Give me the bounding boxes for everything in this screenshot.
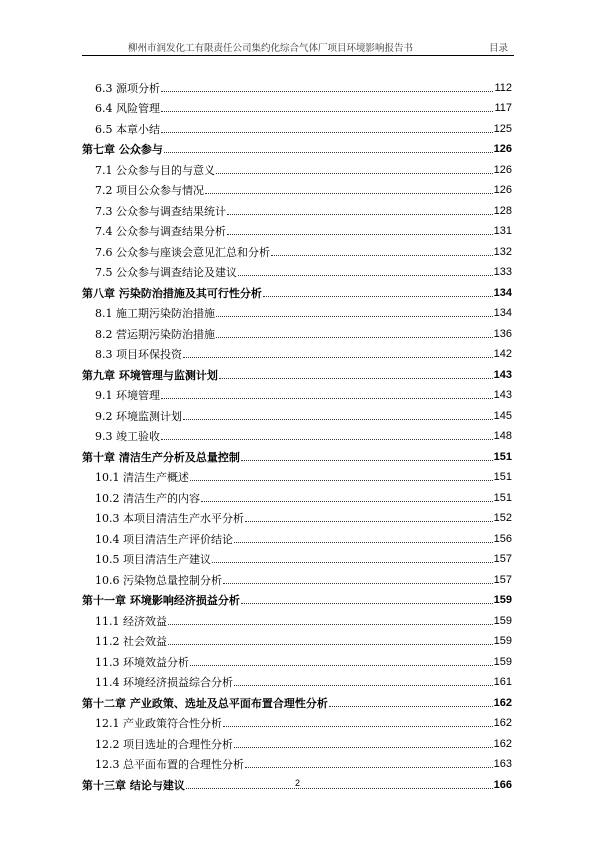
toc-section-entry[interactable] — [82, 505, 512, 526]
toc-leader-dots — [216, 316, 493, 317]
toc-section-entry[interactable] — [82, 402, 512, 423]
toc-entry-page: 148 — [493, 430, 512, 442]
toc-entry-label: 第十二章 产业政策、选址及总平面布置合理性分析 — [82, 696, 328, 710]
toc-leader-dots — [216, 173, 493, 174]
toc-section-entry[interactable] — [82, 238, 512, 259]
toc-entry-label: 第八章 污染防治措施及其可行性分析 — [82, 286, 262, 300]
toc-entry-label: 11.3 环境效益分析 — [95, 655, 189, 669]
toc-leader-dots — [183, 419, 493, 420]
toc-entry-label: 第十章 清洁生产分析及总量控制 — [82, 450, 240, 464]
toc-leader-dots — [201, 501, 493, 502]
toc-entry-page: 159 — [493, 614, 512, 627]
toc-chapter-entry[interactable] — [82, 361, 512, 382]
toc-leader-dots — [161, 439, 493, 440]
toc-section-entry[interactable] — [82, 423, 512, 444]
toc-chapter-entry[interactable] — [82, 689, 512, 710]
toc-leader-dots — [164, 152, 493, 153]
toc-entry-page: 133 — [493, 266, 512, 278]
toc-chapter-entry[interactable] — [82, 279, 512, 300]
page-header — [82, 40, 514, 56]
toc-section-entry[interactable] — [82, 177, 512, 198]
toc-entry-label: 12.3 总平面布置的合理性分析 — [95, 758, 244, 771]
toc-leader-dots — [168, 624, 493, 625]
toc-entry-page: 162 — [493, 717, 512, 729]
toc-section-entry[interactable] — [82, 74, 512, 95]
toc-leader-dots — [234, 747, 493, 748]
toc-section-entry[interactable] — [82, 341, 512, 362]
toc-section-entry[interactable] — [82, 648, 512, 669]
toc-entry-page: 126 — [493, 143, 512, 155]
toc-entry-page: 128 — [493, 204, 512, 217]
toc-entry-label: 10.3 本项目清洁生产水平分析 — [95, 512, 244, 525]
toc-entry-label: 10.5 项目清洁生产建议 — [95, 553, 211, 566]
toc-section-entry[interactable] — [82, 607, 512, 628]
toc-entry-page: 159 — [493, 655, 512, 668]
toc-entry-label: 9.1 环境管理 — [95, 389, 160, 402]
table-of-contents — [82, 74, 512, 792]
toc-entry-page: 166 — [493, 778, 512, 791]
toc-section-entry[interactable] — [82, 628, 512, 649]
toc-leader-dots — [183, 357, 493, 358]
toc-leader-dots — [216, 337, 493, 338]
toc-section-entry[interactable] — [82, 669, 512, 690]
toc-leader-dots — [161, 132, 493, 133]
toc-entry-label: 10.1 清洁生产概述 — [95, 471, 189, 484]
toc-entry-label: 11.1 经济效益 — [95, 614, 167, 628]
toc-leader-dots — [223, 726, 493, 727]
toc-entry-page: 151 — [493, 450, 512, 463]
toc-leader-dots — [219, 378, 493, 379]
toc-leader-dots — [234, 542, 493, 543]
toc-section-entry[interactable] — [82, 710, 512, 731]
toc-entry-page: 134 — [493, 286, 512, 299]
toc-section-entry[interactable] — [82, 464, 512, 485]
toc-entry-page: 117 — [494, 102, 512, 114]
toc-entry-label: 6.5 本章小结 — [95, 122, 160, 136]
toc-entry-page: 157 — [493, 573, 512, 586]
toc-leader-dots — [190, 665, 493, 666]
toc-entry-page: 152 — [493, 512, 512, 524]
toc-section-entry[interactable] — [82, 218, 512, 239]
toc-entry-label: 第七章 公众参与 — [82, 143, 163, 156]
toc-entry-page: 145 — [493, 409, 512, 422]
toc-entry-label: 10.6 污染物总量控制分析 — [95, 573, 222, 587]
toc-leader-dots — [245, 521, 493, 522]
toc-chapter-entry[interactable] — [82, 136, 512, 157]
toc-chapter-entry[interactable] — [82, 587, 512, 608]
toc-leader-dots — [205, 193, 493, 194]
toc-entry-page: 142 — [493, 348, 512, 360]
toc-leader-dots — [234, 685, 493, 686]
toc-entry-label: 10.4 项目清洁生产评价结论 — [95, 532, 233, 546]
toc-leader-dots — [241, 603, 493, 604]
document-title: 柳州市润发化工有限责任公司集约化综合气体厂项目环境影响报告书 — [128, 43, 414, 54]
toc-entry-page: 125 — [493, 122, 512, 135]
toc-entry-page: 136 — [493, 327, 512, 340]
toc-section-entry[interactable] — [82, 484, 512, 505]
toc-section-entry[interactable] — [82, 566, 512, 587]
toc-leader-dots — [241, 460, 493, 461]
toc-entry-label: 10.2 清洁生产的内容 — [95, 491, 200, 505]
toc-entry-label: 11.4 环境经济损益综合分析 — [95, 676, 233, 689]
toc-entry-label: 7.3 公众参与调查结果统计 — [95, 204, 226, 218]
toc-entry-label: 7.4 公众参与调查结果分析 — [95, 225, 226, 238]
toc-section-entry[interactable] — [82, 300, 512, 321]
toc-entry-label: 第十一章 环境影响经济损益分析 — [82, 594, 240, 607]
toc-entry-label: 第九章 环境管理与监测计划 — [82, 368, 218, 382]
toc-leader-dots — [212, 562, 493, 563]
toc-entry-page: 163 — [493, 758, 512, 770]
toc-entry-page: 156 — [493, 532, 512, 545]
toc-section-entry[interactable] — [82, 751, 512, 772]
toc-entry-page: 151 — [493, 491, 512, 504]
toc-entry-page: 159 — [493, 635, 512, 647]
toc-leader-dots — [245, 767, 493, 768]
toc-entry-label: 9.2 环境监测计划 — [95, 409, 182, 423]
toc-leader-dots — [161, 111, 493, 112]
toc-entry-page: 143 — [493, 389, 512, 401]
toc-chapter-entry[interactable] — [82, 443, 512, 464]
toc-leader-dots — [161, 398, 493, 399]
toc-entry-label: 8.1 施工期污染防治措施 — [95, 307, 215, 320]
toc-leader-dots — [271, 255, 493, 256]
page-number: 2 — [294, 778, 300, 788]
toc-entry-page: 157 — [493, 553, 512, 565]
toc-entry-label: 11.2 社会效益 — [95, 635, 167, 648]
toc-entry-label: 7.2 项目公众参与情况 — [95, 184, 204, 197]
toc-entry-page: 143 — [493, 368, 512, 381]
toc-entry-label: 7.6 公众参与座谈会意见汇总和分析 — [95, 245, 270, 259]
toc-section-entry[interactable] — [82, 115, 512, 136]
toc-entry-page: 159 — [493, 594, 512, 606]
toc-leader-dots — [190, 480, 493, 481]
toc-leader-dots — [227, 234, 493, 235]
toc-section-entry[interactable] — [82, 197, 512, 218]
toc-leader-dots — [161, 91, 493, 92]
toc-entry-label: 第十三章 结论与建议 — [82, 778, 185, 792]
toc-leader-dots — [168, 644, 493, 645]
toc-entry-page: 134 — [493, 307, 512, 319]
toc-entry-page: 151 — [493, 471, 512, 483]
toc-entry-page: 161 — [493, 676, 512, 688]
toc-leader-dots — [263, 296, 493, 297]
toc-entry-page: 162 — [493, 737, 512, 750]
toc-leader-dots — [238, 275, 493, 276]
toc-entry-page: 162 — [493, 696, 512, 709]
toc-section-entry[interactable] — [82, 546, 512, 567]
toc-entry-page: 112 — [494, 81, 512, 94]
toc-leader-dots — [227, 214, 493, 215]
toc-entry-label: 12.1 产业政策符合性分析 — [95, 717, 222, 730]
toc-section-entry[interactable] — [82, 382, 512, 403]
toc-section-entry[interactable] — [82, 259, 512, 280]
toc-entry-label: 8.3 项目环保投资 — [95, 348, 182, 361]
toc-entry-label: 7.5 公众参与调查结论及建议 — [95, 266, 237, 279]
toc-entry-label: 6.4 风险管理 — [95, 102, 160, 115]
toc-entry-page: 126 — [493, 163, 512, 176]
section-label: 目录 — [488, 43, 508, 54]
toc-entry-label: 8.2 营运期污染防治措施 — [95, 327, 215, 341]
toc-section-entry[interactable] — [82, 95, 512, 116]
toc-leader-dots — [329, 706, 493, 707]
toc-leader-dots — [223, 583, 493, 584]
toc-entry-label: 6.3 源项分析 — [95, 81, 160, 95]
toc-section-entry[interactable] — [82, 730, 512, 751]
toc-entry-page: 126 — [493, 184, 512, 196]
toc-section-entry[interactable] — [82, 320, 512, 341]
toc-entry-label: 7.1 公众参与目的与意义 — [95, 163, 215, 177]
toc-entry-page: 132 — [493, 245, 512, 258]
toc-entry-label: 12.2 项目选址的合理性分析 — [95, 737, 233, 751]
toc-entry-page: 131 — [493, 225, 512, 237]
toc-section-entry[interactable] — [82, 525, 512, 546]
toc-section-entry[interactable] — [82, 156, 512, 177]
toc-entry-label: 9.3 竣工验收 — [95, 430, 160, 443]
